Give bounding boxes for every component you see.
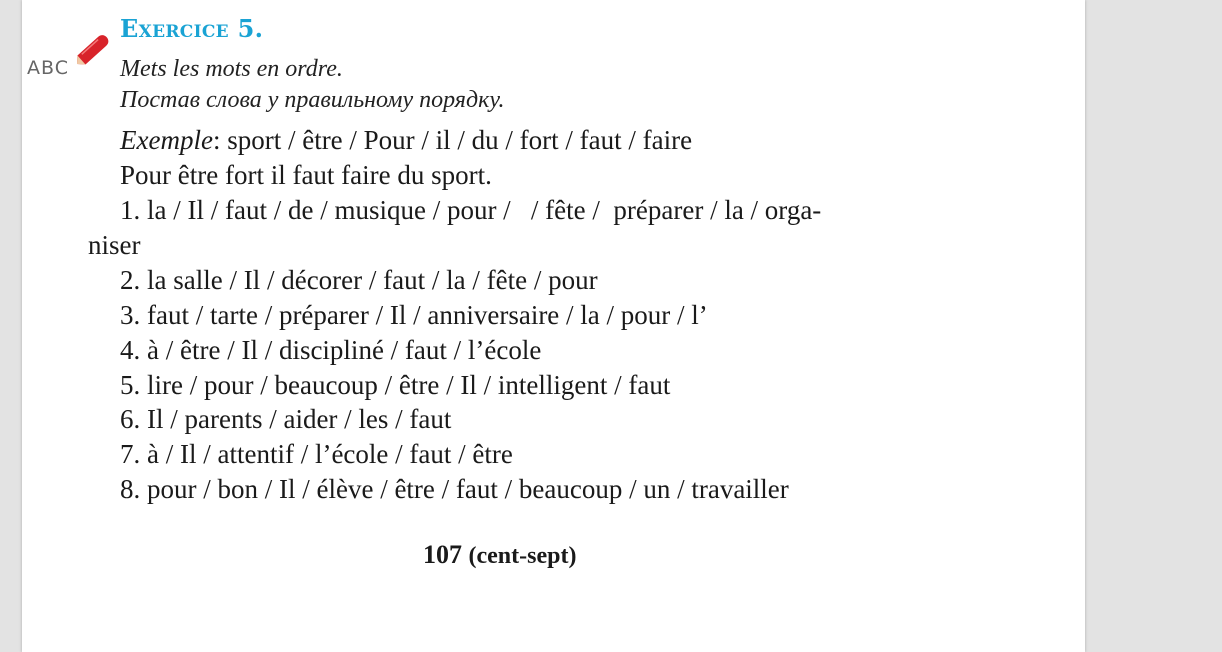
- exercise-item-5: 5. lire / pour / beaucoup / être / Il / intelligent / faut: [120, 370, 671, 400]
- page-footer: [423, 540, 576, 570]
- example-words: : sport / être / Pour / il / du / fort / faut / faire: [212, 125, 693, 155]
- exercise-item-1: 1. la / Il / faut / de / musique / pour / / fête / préparer / la / orga-: [120, 195, 822, 225]
- exercise-item-7: 7. à / Il / attentif / l’école / faut / être: [120, 439, 513, 469]
- exercise-item-3: 3. faut / tarte / préparer / Il / anniversaire / la / pour / l’: [120, 300, 708, 330]
- exercise-item-2: 2. la salle / Il / décorer / faut / la / fête / pour: [120, 265, 598, 295]
- page-number: 107: [423, 540, 462, 569]
- instruction-french: Mets les mots en ordre.: [120, 56, 343, 82]
- page-number-words: (cent-sept): [468, 543, 577, 569]
- abc-icon-text: ABC: [27, 57, 69, 79]
- instruction-ukrainian: Постав слова у правильному порядку.: [120, 87, 505, 113]
- exercise-item-6: 6. Il / parents / aider / les / faut: [120, 404, 452, 434]
- example-line: [120, 125, 692, 156]
- exercise-item-4: 4. à / être / Il / discipliné / faut / l’école: [120, 335, 542, 365]
- example-label: Exemple: [120, 125, 213, 155]
- exercise-title: Exercice 5.: [120, 14, 264, 43]
- abc-pencil-icon: [25, 30, 111, 82]
- exercise-item-8: 8. pour / bon / Il / élève / être / faut / beaucoup / un / travailler: [120, 474, 789, 504]
- example-answer: Pour être fort il faut faire du sport.: [120, 160, 492, 190]
- exercise-item-1-continuation: niser: [88, 230, 141, 260]
